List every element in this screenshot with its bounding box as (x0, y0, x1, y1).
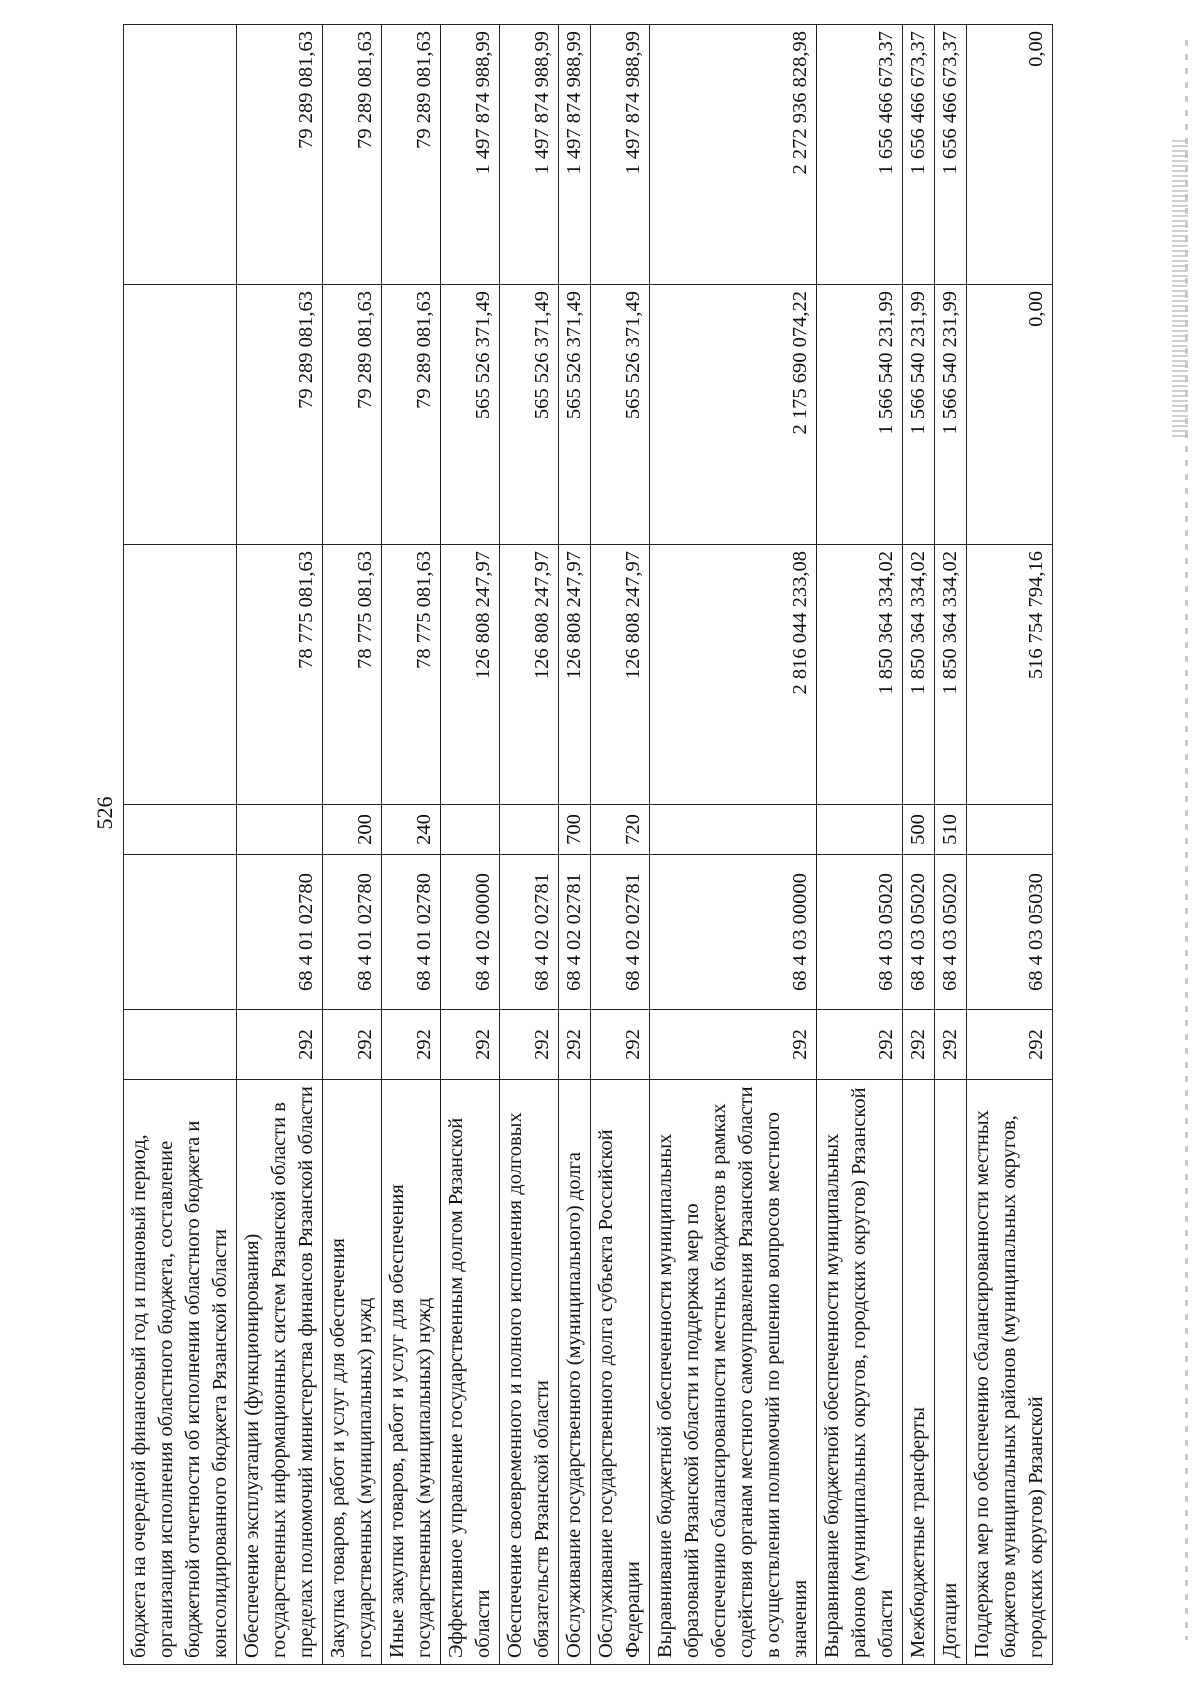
row-vr-cell (500, 805, 559, 855)
row-csr-cell: 68 4 02 02781 (591, 855, 650, 1010)
row-vr-cell (441, 805, 500, 855)
table-row (559, 25, 591, 1665)
row-name-cell: бюджета на очередной финансовый год и плановый период, организация исполнения областного бюджета, составление бюджетной отчетности об исполнении областного бюджета и консолидированного бюджета Рязанской области (124, 1080, 237, 1665)
row-sum1-cell: 126 808 247,97 (441, 545, 500, 805)
table-row (650, 25, 817, 1665)
budget-table (123, 24, 1053, 1665)
page-number: 526 (92, 796, 117, 830)
row-sum1-cell: 126 808 247,97 (500, 545, 559, 805)
row-sum2-cell: 565 526 371,49 (591, 285, 650, 545)
table-row (500, 25, 559, 1665)
table-row (237, 25, 323, 1665)
row-sum2-cell: 1 566 540 231,99 (935, 285, 967, 545)
row-sum2-cell: 565 526 371,49 (559, 285, 591, 545)
row-sum2-cell: 1 566 540 231,99 (817, 285, 903, 545)
row-sum3-cell: 1 656 466 673,37 (935, 25, 967, 285)
row-sum1-cell: 516 754 794,16 (967, 545, 1053, 805)
row-name-cell: Дотации (935, 1080, 967, 1665)
row-csr-cell: 68 4 02 00000 (441, 855, 500, 1010)
row-vr-cell (650, 805, 817, 855)
row-vr-cell (817, 805, 903, 855)
row-vr-cell: 700 (559, 805, 591, 855)
row-sum1-cell: 1 850 364 334,02 (903, 545, 935, 805)
table-row (441, 25, 500, 1665)
row-grbs-cell: 292 (903, 1010, 935, 1080)
row-csr-cell: 68 4 03 00000 (650, 855, 817, 1010)
row-sum3-cell: 1 497 874 988,99 (591, 25, 650, 285)
row-name-cell: Межбюджетные трансферты (903, 1080, 935, 1665)
row-sum1-cell: 78 775 081,63 (382, 545, 441, 805)
row-sum3-cell: 79 289 081,63 (237, 25, 323, 285)
row-grbs-cell: 292 (935, 1010, 967, 1080)
row-name-cell: Обслуживание государственного (муниципального) долга (559, 1080, 591, 1665)
row-sum1-cell: 126 808 247,97 (591, 545, 650, 805)
row-grbs-cell: 292 (500, 1010, 559, 1080)
row-sum2-cell: 79 289 081,63 (323, 285, 382, 545)
table-row (817, 25, 903, 1665)
row-name-cell: Обеспечение своевременного и полного исполнения долговых обязательств Рязанской области (500, 1080, 559, 1665)
row-vr-cell: 510 (935, 805, 967, 855)
row-grbs-cell: 292 (382, 1010, 441, 1080)
row-vr-cell: 720 (591, 805, 650, 855)
row-sum3-cell: 79 289 081,63 (323, 25, 382, 285)
row-csr-cell: 68 4 01 02780 (237, 855, 323, 1010)
row-csr-cell: 68 4 03 05020 (817, 855, 903, 1010)
row-sum2-cell: 565 526 371,49 (500, 285, 559, 545)
row-csr-cell (124, 855, 237, 1010)
row-sum3-cell: 0,00 (967, 25, 1053, 285)
row-grbs-cell (124, 1010, 237, 1080)
table-row (323, 25, 382, 1665)
row-vr-cell (124, 805, 237, 855)
row-grbs-cell: 292 (559, 1010, 591, 1080)
row-vr-cell: 200 (323, 805, 382, 855)
row-sum2-cell: 2 175 690 074,22 (650, 285, 817, 545)
row-name-cell: Иные закупки товаров, работ и услуг для обеспечения государственных (муниципальных) нужд (382, 1080, 441, 1665)
row-grbs-cell: 292 (817, 1010, 903, 1080)
row-sum3-cell (124, 25, 237, 285)
row-sum2-cell (124, 285, 237, 545)
row-name-cell: Обеспечение эксплуатации (функционирования) государственных информационных систем Рязанской области в пределах полномочий министерства финансов Рязанской области (237, 1080, 323, 1665)
table-row (935, 25, 967, 1665)
row-csr-cell: 68 4 03 05020 (903, 855, 935, 1010)
row-sum3-cell: 1 656 466 673,37 (903, 25, 935, 285)
row-grbs-cell: 292 (650, 1010, 817, 1080)
row-sum3-cell: 2 272 936 828,98 (650, 25, 817, 285)
table-row (382, 25, 441, 1665)
row-sum3-cell: 1 656 466 673,37 (817, 25, 903, 285)
row-sum1-cell: 2 816 044 233,08 (650, 545, 817, 805)
row-grbs-cell: 292 (441, 1010, 500, 1080)
row-csr-cell: 68 4 01 02780 (323, 855, 382, 1010)
row-sum3-cell: 1 497 874 988,99 (500, 25, 559, 285)
table-row (124, 25, 237, 1665)
row-sum2-cell: 79 289 081,63 (382, 285, 441, 545)
row-grbs-cell: 292 (967, 1010, 1053, 1080)
row-vr-cell: 500 (903, 805, 935, 855)
table-row (967, 25, 1053, 1665)
row-name-cell: Выравнивание бюджетной обеспеченности муниципальных образований Рязанской области и поддержка мер по обеспечению сбалансированности местных бюджетов в рамках содействия органам местного самоуправления Рязанской области в осуществлении полномочий по решению вопросов местного значения (650, 1080, 817, 1665)
row-csr-cell: 68 4 01 02780 (382, 855, 441, 1010)
row-sum2-cell: 79 289 081,63 (237, 285, 323, 545)
row-sum2-cell: 1 566 540 231,99 (903, 285, 935, 545)
row-sum1-cell: 1 850 364 334,02 (935, 545, 967, 805)
row-name-cell: Выравнивание бюджетной обеспеченности муниципальных районов (муниципальных округов, городских округов) Рязанской области (817, 1080, 903, 1665)
row-vr-cell (967, 805, 1053, 855)
row-grbs-cell: 292 (323, 1010, 382, 1080)
row-name-cell: Поддержка мер по обеспечению сбалансированности местных бюджетов муниципальных районов (муниципальных округов, городских округов) Рязанской (967, 1080, 1053, 1665)
row-sum1-cell: 126 808 247,97 (559, 545, 591, 805)
row-sum3-cell: 1 497 874 988,99 (441, 25, 500, 285)
row-vr-cell (237, 805, 323, 855)
table-row (591, 25, 650, 1665)
row-vr-cell: 240 (382, 805, 441, 855)
row-sum1-cell: 78 775 081,63 (323, 545, 382, 805)
row-csr-cell: 68 4 02 02781 (500, 855, 559, 1010)
row-csr-cell: 68 4 03 05020 (935, 855, 967, 1010)
row-sum1-cell (124, 545, 237, 805)
row-sum3-cell: 79 289 081,63 (382, 25, 441, 285)
row-grbs-cell: 292 (237, 1010, 323, 1080)
row-sum3-cell: 1 497 874 988,99 (559, 25, 591, 285)
table-body (124, 25, 1053, 1665)
row-sum2-cell: 0,00 (967, 285, 1053, 545)
table-row (903, 25, 935, 1665)
row-sum2-cell: 565 526 371,49 (441, 285, 500, 545)
scan-noise (1172, 140, 1188, 440)
row-sum1-cell: 78 775 081,63 (237, 545, 323, 805)
row-csr-cell: 68 4 02 02781 (559, 855, 591, 1010)
row-csr-cell: 68 4 03 05030 (967, 855, 1053, 1010)
row-name-cell: Закупка товаров, работ и услуг для обеспечения государственных (муниципальных) нужд (323, 1080, 382, 1665)
row-name-cell: Обслуживание государственного долга субъекта Российской Федерации (591, 1080, 650, 1665)
row-grbs-cell: 292 (591, 1010, 650, 1080)
rotated-page (123, 25, 1163, 1665)
row-name-cell: Эффективное управление государственным долгом Рязанской области (441, 1080, 500, 1665)
row-sum1-cell: 1 850 364 334,02 (817, 545, 903, 805)
